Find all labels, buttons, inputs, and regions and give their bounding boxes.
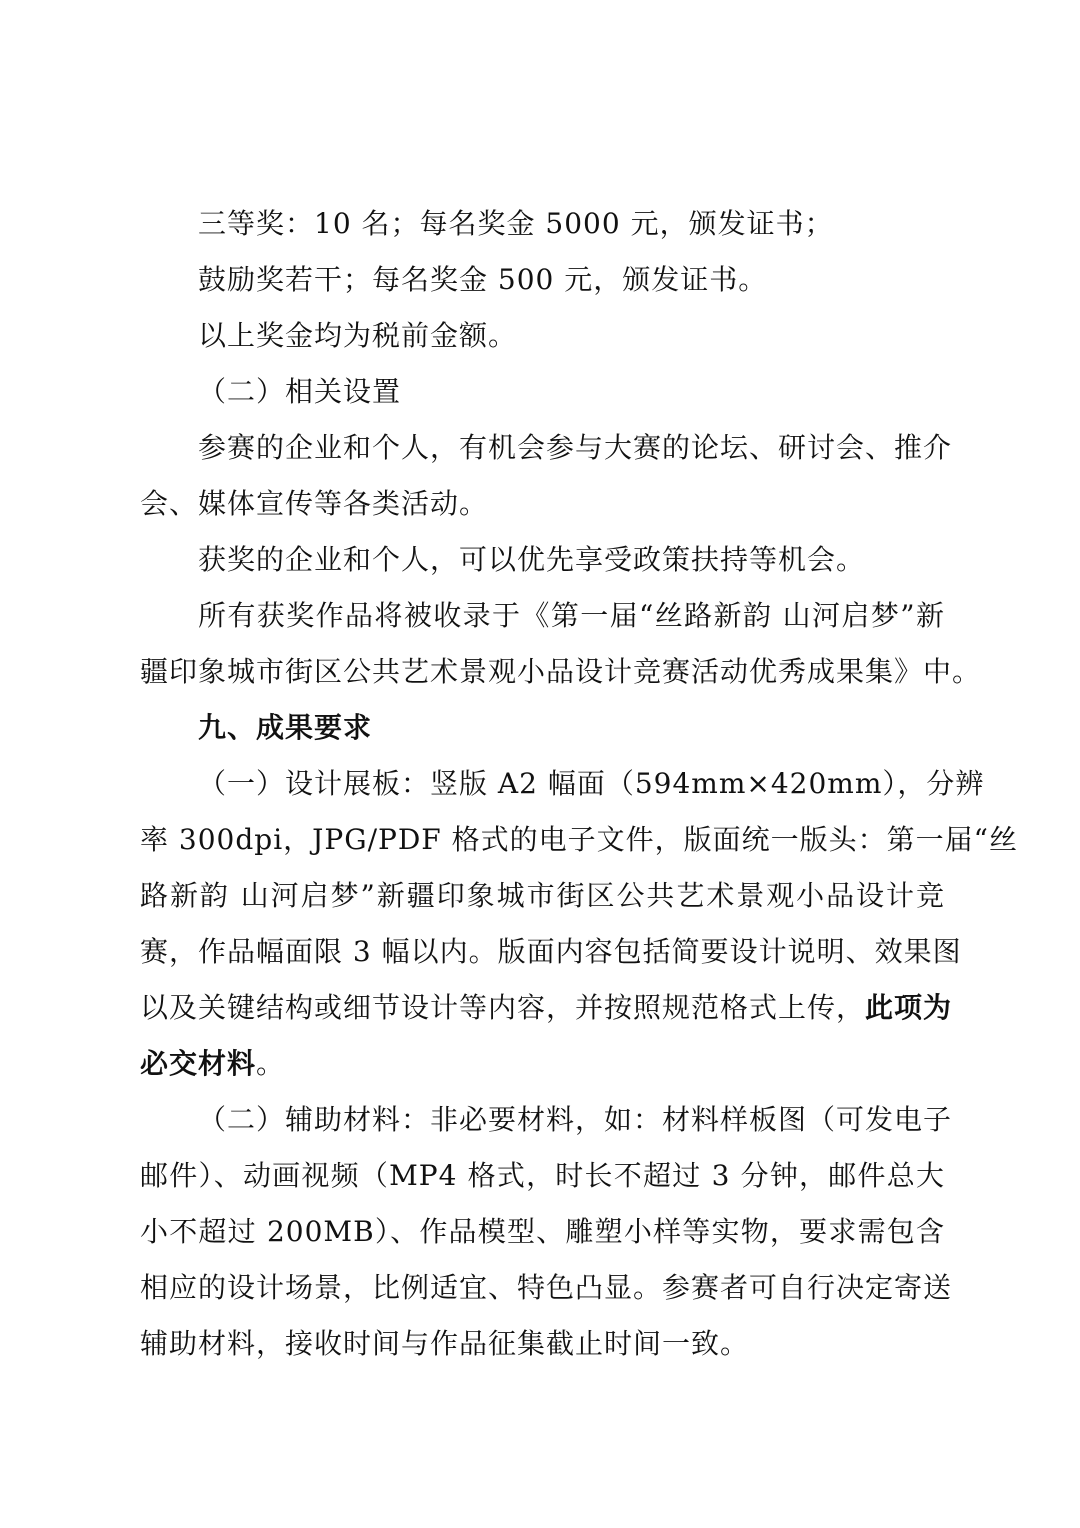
- item2-line2: 邮件）、动画视频（MP4 格式，时长不超过 3 分钟，邮件总大: [140, 1159, 945, 1192]
- document-page: [140, 196, 1018, 1372]
- related-para2: 获奖的企业和个人，可以优先享受政策扶持等机会。: [198, 543, 866, 576]
- item2-line4: 相应的设计场景，比例适宜、特色凸显。参赛者可自行决定寄送: [140, 1271, 953, 1304]
- item1-line5: [140, 980, 953, 1036]
- related-para3-line2: 疆印象城市街区公共艺术景观小品设计竞赛活动优秀成果集》中。: [140, 655, 982, 688]
- item1-line2: 率 300dpi，JPG/PDF 格式的电子文件，版面统一版头：第一届“丝: [140, 823, 1018, 856]
- related-settings-heading: （二）相关设置: [198, 375, 402, 408]
- item2-line1: （二）辅助材料：非必要材料，如：材料样板图（可发电子: [198, 1103, 953, 1136]
- encouragement-prize-line: 鼓励奖若干；每名奖金 500 元，颁发证书。: [198, 263, 768, 296]
- item1-line6-end: 。: [256, 1047, 286, 1080]
- related-para1-line2: 会、媒体宣传等各类活动。: [140, 487, 489, 520]
- item1-line3: 路新韵 山河启梦”新疆印象城市街区公共艺术景观小品设计竞: [140, 879, 945, 912]
- item2-line5: 辅助材料，接收时间与作品征集截止时间一致。: [140, 1327, 750, 1360]
- prize-tax-note: 以上奖金均为税前金额。: [198, 319, 518, 352]
- item1-line5-bold: 此项为: [865, 991, 953, 1024]
- item1-line1: （一）设计展板：竖版 A2 幅面（594mm×420mm），分辨: [198, 767, 985, 800]
- third-prize-line: 三等奖：10 名；每名奖金 5000 元，颁发证书；: [198, 207, 834, 240]
- item1-line4: 赛，作品幅面限 3 幅以内。版面内容包括简要设计说明、效果图: [140, 935, 962, 968]
- related-para3-line1: 所有获奖作品将被收录于《第一届“丝路新韵 山河启梦”新: [198, 599, 945, 632]
- related-para1-line1: 参赛的企业和个人，有机会参与大赛的论坛、研讨会、推介: [198, 431, 953, 464]
- item1-line5-text: 以及关键结构或细节设计等内容，并按照规范格式上传，: [140, 991, 866, 1024]
- required-material-bold: 必交材料: [140, 1047, 257, 1080]
- item1-line6: [140, 1036, 945, 1092]
- item2-line3: 小不超过 200MB）、作品模型、雕塑小样等实物，要求需包含: [140, 1215, 945, 1248]
- section9-heading: 九、成果要求: [198, 711, 373, 744]
